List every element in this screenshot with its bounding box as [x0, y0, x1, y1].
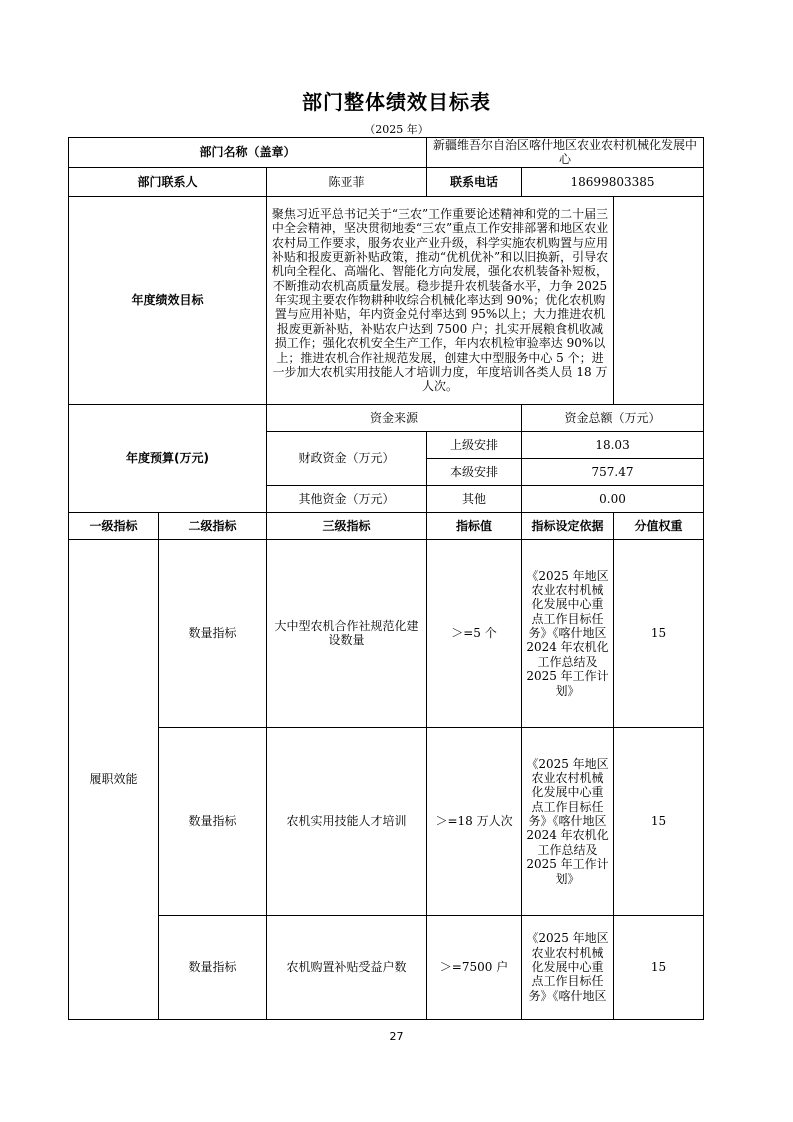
budget-upper-label: 上级安排 [427, 431, 522, 458]
weight-cell: 15 [614, 727, 704, 915]
value-cell: ＞=18 万人次 [427, 727, 522, 915]
budget-source-header: 资金来源 [267, 404, 522, 431]
page-number: 27 [389, 1030, 404, 1043]
contact-row [69, 167, 704, 196]
budget-upper-value: 18.03 [522, 431, 704, 458]
weight-cell: 15 [614, 539, 704, 727]
basis-cell: 《2025 年地区农业农村机械化发展中心重点工作目标任务》《喀什地区 2024 年农机化工作总结及 2025 年工作计划》 [522, 727, 614, 915]
weight-cell: 15 [614, 915, 704, 1019]
dept-name-value: 新疆维吾尔自治区喀什地区农业农村机械化发展中心 [427, 138, 704, 168]
page-title: 部门整体绩效目标表 [302, 90, 491, 114]
goal-blank-cell [614, 196, 704, 404]
level3-cell: 农机购置补贴受益户数 [267, 915, 427, 1019]
level3-cell: 大中型农机合作社规范化建设数量 [267, 539, 427, 727]
budget-header-row [69, 404, 704, 431]
budget-local-value: 757.47 [522, 458, 704, 485]
header-level2: 二级指标 [159, 512, 267, 539]
indicator-header-row [69, 512, 704, 539]
goal-text: 聚焦习近平总书记关于“三农”工作重要论述精神和党的二十届三中全会精神，坚决贯彻地委“三农”重点工作安排部署和地区农业农村局工作要求，服务农业产业升级，科学实施农机购置与应用补贴和报废更新补贴政策，推动“优机优补”和以旧换新，引导农机向全程化、高端化、智能化方向发展，强化农机装备补短板，不断推动农机高质量发展。稳步提升农机装备水平，力争 2025 年实现主要农作物耕种收综合机械化率达到 90%；优化农机购置与应用补贴，年内资金兑付率达到 95%以上；大力推进农机报废更新补贴，补贴农户达到 7500 户；扎实开展粮食机收减损工作；强化农机安全生产工作，年内农机检审验率达 90%以上；推进农机合作社规范发展，创建大中型服务中心 5 个；进一步加大农机实用技能人才培训力度，年度培训各类人员 18 万人次。 [267, 196, 614, 404]
table-row [69, 727, 704, 915]
value-cell: ＞=5 个 [427, 539, 522, 727]
level2-cell: 数量指标 [159, 539, 267, 727]
phone-value: 18699803385 [522, 167, 704, 196]
value-cell: ＞=7500 户 [427, 915, 522, 1019]
level2-cell: 数量指标 [159, 915, 267, 1019]
phone-label: 联系电话 [427, 167, 522, 196]
budget-other-value: 0.00 [522, 485, 704, 512]
basis-cell: 《2025 年地区农业农村机械化发展中心重点工作目标任务》《喀什地区 2024 年农机化工作总结及 2025 年工作计划》 [522, 539, 614, 727]
year-subtitle: （2025 年） [364, 123, 429, 136]
basis-cell: 《2025 年地区农业农村机械化发展中心重点工作目标任务》《喀什地区 [522, 915, 614, 1019]
budget-total-header: 资金总额（万元） [522, 404, 704, 431]
goal-label: 年度绩效目标 [69, 196, 267, 404]
budget-other-sub: 其他 [427, 485, 522, 512]
dept-name-label: 部门名称（盖章） [69, 138, 427, 168]
contact-label: 部门联系人 [69, 167, 267, 196]
budget-other-label: 其他资金（万元） [267, 485, 427, 512]
level3-cell: 农机实用技能人才培训 [267, 727, 427, 915]
performance-table [68, 137, 704, 1020]
table-row [69, 915, 704, 1019]
header-level1: 一级指标 [69, 512, 159, 539]
goal-row [69, 196, 704, 404]
header-level3: 三级指标 [267, 512, 427, 539]
level2-cell: 数量指标 [159, 727, 267, 915]
header-value: 指标值 [427, 512, 522, 539]
budget-local-label: 本级安排 [427, 458, 522, 485]
budget-label: 年度预算(万元) [69, 404, 267, 512]
header-weight: 分值权重 [614, 512, 704, 539]
dept-name-row [69, 138, 704, 168]
budget-fiscal-label: 财政资金（万元） [267, 431, 427, 485]
contact-value: 陈亚菲 [267, 167, 427, 196]
level1-cell: 履职效能 [69, 539, 159, 1019]
table-row [69, 539, 704, 727]
header-basis: 指标设定依据 [522, 512, 614, 539]
